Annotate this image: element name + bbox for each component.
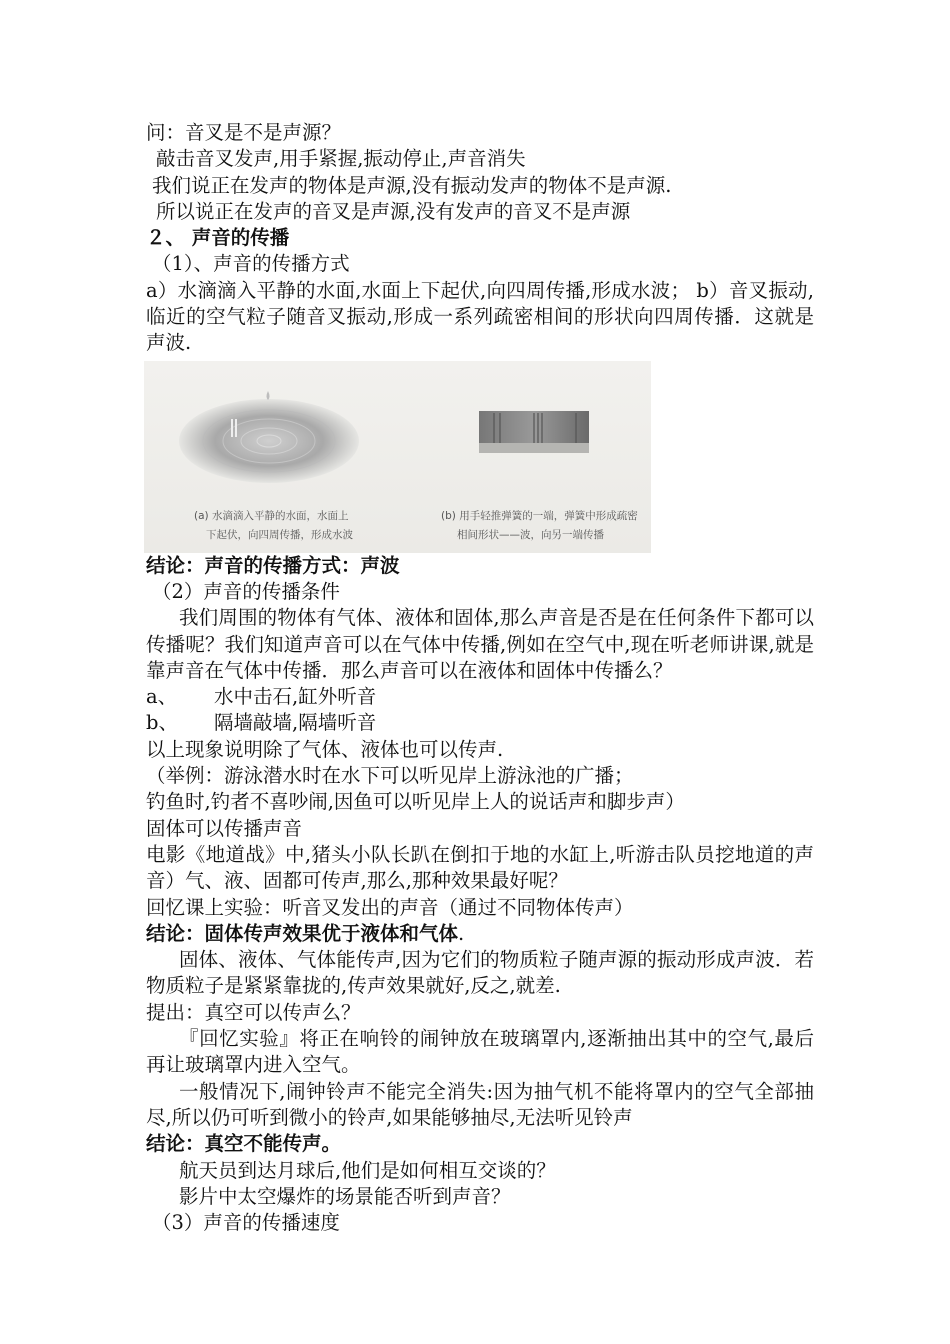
text-line: 回忆课上实验：听音叉发出的声音（通过不同物体传声） bbox=[146, 895, 634, 919]
conclusion-wave: 结论：声音的传播方式：声波 bbox=[146, 553, 400, 577]
text-line: 航天员到达月球后,他们是如何相互交谈的？ bbox=[179, 1158, 556, 1182]
spring-wave-image bbox=[479, 411, 589, 453]
subsection-heading: （2）声音的传播条件 bbox=[152, 579, 340, 603]
subsection-heading: （1）、声音的传播方式 bbox=[152, 252, 350, 276]
condition-paragraph: 我们周围的物体有气体、液体和固体,那么声音是否是在任何条件下都可以传播呢？我们知道声音可以在气体中传播,例如在空气中,现在听老师讲课,就是靠声音在气体中传播．那么声音可以在液体和固体中传播么？ bbox=[146, 606, 814, 682]
text-line: 所以说正在发声的音叉是声源,没有发声的音叉不是声源 bbox=[156, 199, 631, 223]
figure-caption-a-line1: (a) 水滴滴入平静的水面，水面上 bbox=[194, 509, 349, 522]
conclusion-solid-text: 结论：固体传声效果优于液体和气体 bbox=[146, 921, 459, 945]
sound-wave-figure bbox=[144, 361, 651, 553]
text-line: 钓鱼时,钓者不喜吵闹,因鱼可以听见岸上人的说话声和脚步声） bbox=[146, 790, 685, 814]
particles-paragraph: 固体、液体、气体能传声,因为它们的物质粒子随声源的振动形成声波．若物质粒子是紧紧靠拢的,传声效果就好,反之,就差. bbox=[146, 948, 814, 998]
water-ripple-image bbox=[179, 391, 359, 483]
question-tuning-fork: 问：音叉是不是声源？ bbox=[146, 121, 342, 144]
conclusion-vacuum: 结论：真空不能传声。 bbox=[146, 1132, 342, 1156]
conclusion-solid-period: . bbox=[458, 921, 465, 945]
text-line: 固体可以传播声音 bbox=[146, 816, 303, 840]
example-a-text: 水中击石,缸外听音 bbox=[214, 685, 377, 709]
figure-caption-b-line2: 相间形状——波，向另一端传播 bbox=[457, 528, 604, 541]
example-b-label: b、 bbox=[146, 711, 178, 735]
text-line: 提出：真空可以传声么？ bbox=[146, 1000, 361, 1024]
figure-caption-b-line1: (b) 用手轻推弹簧的一端，弹簧中形成疏密 bbox=[441, 509, 638, 522]
text-line: 敲击音叉发声,用手紧握,振动停止,声音消失 bbox=[156, 147, 526, 171]
section-heading: ２、 声音的传播 bbox=[146, 226, 290, 250]
movie-paragraph: 电影《地道战》中,猪头小队长趴在倒扣于地的水缸上,听游击队员挖地道的声音）气、液、固都可传声,那么,那种效果最好呢？ bbox=[146, 842, 814, 893]
example-b-text: 隔墙敲墙,隔墙听音 bbox=[214, 711, 377, 735]
text-line: 我们说正在发声的物体是声源,没有振动发声的物体不是声源. bbox=[152, 173, 672, 197]
example-b bbox=[146, 710, 814, 736]
wave-paragraph: a）水滴滴入平静的水面,水面上下起伏,向四周传播,形成水波； b）音叉振动,临近的空气粒子随音叉振动,形成一系列疏密相间的形状向四周传播．这就是声波. bbox=[146, 278, 814, 355]
subsection-heading: （3）声音的传播速度 bbox=[152, 1211, 340, 1235]
general-paragraph: 一般情况下,闹钟铃声不能完全消失:因为抽气机不能将罩内的空气全部抽尽,所以仍可听到微小的铃声,如果能够抽尽,无法听见铃声 bbox=[146, 1079, 814, 1129]
example-a bbox=[146, 684, 814, 710]
conclusion-solid bbox=[146, 921, 814, 947]
text-line: 影片中太空爆炸的场景能否听到声音？ bbox=[179, 1184, 511, 1208]
text-line: 以上现象说明除了气体、液体也可以传声. bbox=[146, 737, 504, 761]
document-page bbox=[146, 120, 814, 1236]
figure-caption-a-line2: 下起伏，向四周传播，形成水波 bbox=[206, 528, 353, 541]
bell-paragraph: 『回忆实验』将正在响铃的闹钟放在玻璃罩内,逐渐抽出其中的空气,最后再让玻璃罩内进入空气。 bbox=[146, 1027, 814, 1077]
example-a-label: a、 bbox=[146, 685, 178, 709]
text-line: （举例：游泳潜水时在水下可以听见岸上游泳池的广播； bbox=[146, 764, 634, 788]
